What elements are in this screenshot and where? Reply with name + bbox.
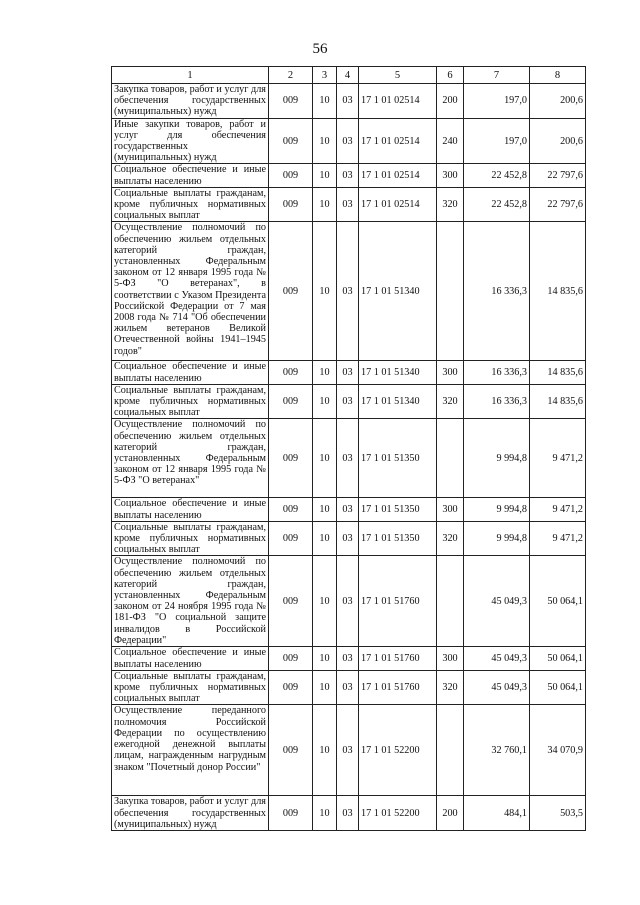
- amount-year-2: 200,6: [530, 118, 586, 164]
- section-code: 10: [313, 670, 337, 705]
- section-code: 10: [313, 164, 337, 187]
- target-article-code: 17 1 01 51340: [359, 222, 437, 361]
- header-cell: 5: [359, 67, 437, 84]
- amount-year-1: 484,1: [464, 796, 530, 831]
- table-row: [112, 164, 586, 187]
- target-article-code: 17 1 01 51760: [359, 556, 437, 647]
- target-article-code: 17 1 01 52200: [359, 705, 437, 796]
- table-row: [112, 705, 586, 796]
- table-row: [112, 521, 586, 556]
- expense-type-code: 320: [437, 521, 464, 556]
- amount-year-2: 50 064,1: [530, 556, 586, 647]
- admin-code: 009: [269, 187, 313, 222]
- admin-code: 009: [269, 419, 313, 498]
- subsection-code: 03: [337, 498, 359, 521]
- amount-year-1: 45 049,3: [464, 556, 530, 647]
- amount-year-2: 9 471,2: [530, 419, 586, 498]
- section-code: 10: [313, 384, 337, 419]
- target-article-code: 17 1 01 51350: [359, 498, 437, 521]
- expense-type-code: 300: [437, 647, 464, 670]
- target-article-code: 17 1 01 02514: [359, 187, 437, 222]
- section-code: 10: [313, 498, 337, 521]
- expense-type-code: [437, 419, 464, 498]
- table-row: [112, 222, 586, 361]
- amount-year-2: 14 835,6: [530, 222, 586, 361]
- amount-year-1: 45 049,3: [464, 670, 530, 705]
- amount-year-2: 503,5: [530, 796, 586, 831]
- admin-code: 009: [269, 796, 313, 831]
- table-row: [112, 647, 586, 670]
- subsection-code: 03: [337, 556, 359, 647]
- header-cell: 2: [269, 67, 313, 84]
- target-article-code: 17 1 01 51760: [359, 670, 437, 705]
- target-article-code: 17 1 01 02514: [359, 164, 437, 187]
- amount-year-2: 9 471,2: [530, 498, 586, 521]
- row-name: Социальные выплаты гражданам, кроме публичных нормативных социальных выплат: [112, 187, 269, 222]
- subsection-code: 03: [337, 222, 359, 361]
- expense-type-code: 240: [437, 118, 464, 164]
- table-row: [112, 187, 586, 222]
- section-code: 10: [313, 521, 337, 556]
- table-row: [112, 384, 586, 419]
- header-cell: 1: [112, 67, 269, 84]
- subsection-code: 03: [337, 187, 359, 222]
- expense-type-code: 300: [437, 361, 464, 384]
- row-name: Осуществление полномочий по обеспечению жильем отдельных категорий граждан, установленных Федеральным законом от 12 января 1995 года № 5-ФЗ "О ветеранах", в соответствии с Указом Президента Российской Федерации от 7 мая 2008 года № 714 "Об обеспечении жильем ветеранов Великой Отечественной войны 1941–1945 годов": [112, 222, 269, 361]
- admin-code: 009: [269, 647, 313, 670]
- header-cell: 8: [530, 67, 586, 84]
- amount-year-1: 16 336,3: [464, 222, 530, 361]
- section-code: 10: [313, 556, 337, 647]
- admin-code: 009: [269, 705, 313, 796]
- amount-year-1: 16 336,3: [464, 361, 530, 384]
- section-code: 10: [313, 187, 337, 222]
- target-article-code: 17 1 01 51350: [359, 521, 437, 556]
- amount-year-1: 32 760,1: [464, 705, 530, 796]
- expense-type-code: 200: [437, 796, 464, 831]
- table-row: [112, 796, 586, 831]
- row-name: Социальное обеспечение и иные выплаты населению: [112, 647, 269, 670]
- subsection-code: 03: [337, 164, 359, 187]
- section-code: 10: [313, 796, 337, 831]
- subsection-code: 03: [337, 705, 359, 796]
- row-name: Иные закупки товаров, работ и услуг для обеспечения государственных (муниципальных) нужд: [112, 118, 269, 164]
- target-article-code: 17 1 01 51350: [359, 419, 437, 498]
- row-name: Социальное обеспечение и иные выплаты населению: [112, 164, 269, 187]
- header-cell: 7: [464, 67, 530, 84]
- amount-year-1: 22 452,8: [464, 187, 530, 222]
- amount-year-1: 197,0: [464, 118, 530, 164]
- table-row: [112, 84, 586, 119]
- amount-year-2: 200,6: [530, 84, 586, 119]
- page-number: 56: [312, 41, 328, 57]
- table-header-row: [112, 67, 586, 84]
- table-row: [112, 118, 586, 164]
- target-article-code: 17 1 01 51340: [359, 361, 437, 384]
- target-article-code: 17 1 01 02514: [359, 84, 437, 119]
- section-code: 10: [313, 705, 337, 796]
- expense-type-code: 200: [437, 84, 464, 119]
- admin-code: 009: [269, 556, 313, 647]
- admin-code: 009: [269, 84, 313, 119]
- amount-year-2: 22 797,6: [530, 187, 586, 222]
- admin-code: 009: [269, 361, 313, 384]
- amount-year-2: 22 797,6: [530, 164, 586, 187]
- subsection-code: 03: [337, 796, 359, 831]
- expense-type-code: 300: [437, 498, 464, 521]
- section-code: 10: [313, 84, 337, 119]
- subsection-code: 03: [337, 521, 359, 556]
- header-cell: 4: [337, 67, 359, 84]
- amount-year-2: 50 064,1: [530, 647, 586, 670]
- budget-table: [111, 66, 586, 831]
- section-code: 10: [313, 647, 337, 670]
- subsection-code: 03: [337, 670, 359, 705]
- amount-year-2: 14 835,6: [530, 384, 586, 419]
- section-code: 10: [313, 118, 337, 164]
- row-name: Социальные выплаты гражданам, кроме публичных нормативных социальных выплат: [112, 521, 269, 556]
- target-article-code: 17 1 01 51340: [359, 384, 437, 419]
- section-code: 10: [313, 361, 337, 384]
- amount-year-2: 14 835,6: [530, 361, 586, 384]
- admin-code: 009: [269, 498, 313, 521]
- row-name: Закупка товаров, работ и услуг для обеспечения государственных (муниципальных) нужд: [112, 84, 269, 119]
- row-name: Социальное обеспечение и иные выплаты населению: [112, 361, 269, 384]
- target-article-code: 17 1 01 52200: [359, 796, 437, 831]
- expense-type-code: [437, 222, 464, 361]
- row-name: Осуществление переданного полномочия Российской Федерации по осуществлению ежегодной денежной выплаты лицам, награжденным нагрудным знаком "Почетный донор России": [112, 705, 269, 796]
- table-row: [112, 419, 586, 498]
- table-row: [112, 670, 586, 705]
- admin-code: 009: [269, 164, 313, 187]
- admin-code: 009: [269, 670, 313, 705]
- row-name: Осуществление полномочий по обеспечению жильем отдельных категорий граждан, установленных Федеральным законом от 12 января 1995 года № 5-ФЗ "О ветеранах": [112, 419, 269, 498]
- expense-type-code: [437, 705, 464, 796]
- subsection-code: 03: [337, 118, 359, 164]
- expense-type-code: [437, 556, 464, 647]
- target-article-code: 17 1 01 51760: [359, 647, 437, 670]
- admin-code: 009: [269, 521, 313, 556]
- subsection-code: 03: [337, 419, 359, 498]
- amount-year-1: 9 994,8: [464, 521, 530, 556]
- admin-code: 009: [269, 222, 313, 361]
- row-name: Осуществление полномочий по обеспечению жильем отдельных категорий граждан, установленных Федеральным законом от 24 ноября 1995 года № 181-ФЗ "О социальной защите инвалидов в Российской Федерации": [112, 556, 269, 647]
- amount-year-1: 197,0: [464, 84, 530, 119]
- table-row: [112, 361, 586, 384]
- section-code: 10: [313, 419, 337, 498]
- expense-type-code: 300: [437, 164, 464, 187]
- row-name: Социальное обеспечение и иные выплаты населению: [112, 498, 269, 521]
- amount-year-1: 9 994,8: [464, 419, 530, 498]
- subsection-code: 03: [337, 647, 359, 670]
- table-row: [112, 498, 586, 521]
- amount-year-1: 16 336,3: [464, 384, 530, 419]
- row-name: Социальные выплаты гражданам, кроме публичных нормативных социальных выплат: [112, 670, 269, 705]
- header-cell: 6: [437, 67, 464, 84]
- expense-type-code: 320: [437, 187, 464, 222]
- section-code: 10: [313, 222, 337, 361]
- subsection-code: 03: [337, 384, 359, 419]
- subsection-code: 03: [337, 84, 359, 119]
- row-name: Социальные выплаты гражданам, кроме публичных нормативных социальных выплат: [112, 384, 269, 419]
- admin-code: 009: [269, 118, 313, 164]
- amount-year-1: 45 049,3: [464, 647, 530, 670]
- amount-year-2: 9 471,2: [530, 521, 586, 556]
- row-name: Закупка товаров, работ и услуг для обеспечения государственных (муниципальных) нужд: [112, 796, 269, 831]
- header-cell: 3: [313, 67, 337, 84]
- amount-year-2: 34 070,9: [530, 705, 586, 796]
- table-row: [112, 556, 586, 647]
- amount-year-1: 9 994,8: [464, 498, 530, 521]
- subsection-code: 03: [337, 361, 359, 384]
- admin-code: 009: [269, 384, 313, 419]
- expense-type-code: 320: [437, 670, 464, 705]
- amount-year-2: 50 064,1: [530, 670, 586, 705]
- expense-type-code: 320: [437, 384, 464, 419]
- target-article-code: 17 1 01 02514: [359, 118, 437, 164]
- amount-year-1: 22 452,8: [464, 164, 530, 187]
